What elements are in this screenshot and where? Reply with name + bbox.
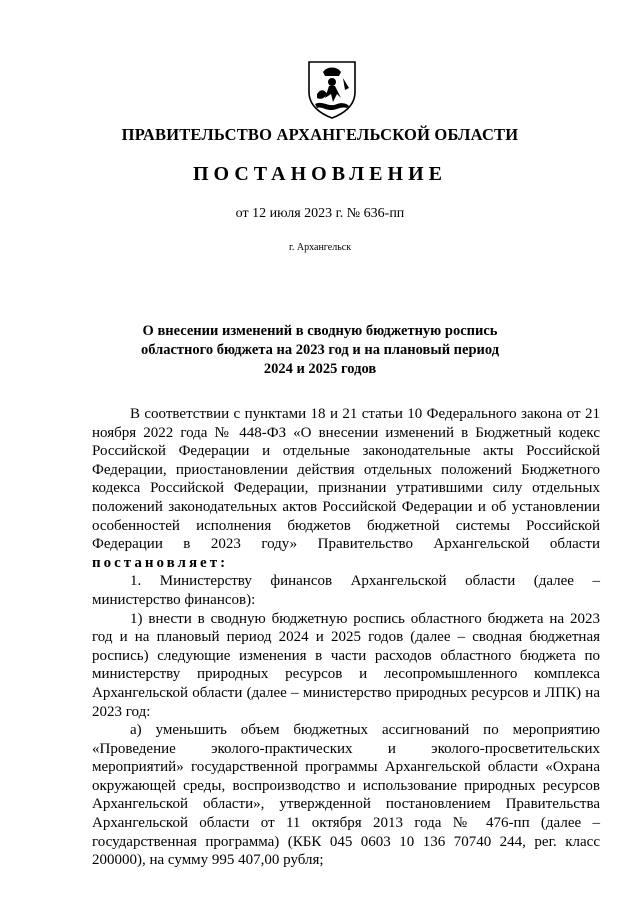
document-body xyxy=(92,405,600,870)
date-number: от 12 июля 2023 г. № 636-пп xyxy=(235,206,405,221)
resolves-word: постановляет: xyxy=(92,554,229,571)
item-1-1-paragraph: 1) внести в сводную бюджетную роспись областного бюджета на 2023 год и на плановый период 2024 и 2025 годов (далее – сводная бюджетная роспись) следующие изменения в части расходов областного бюджета по министерству природных ресурсов и лесопромышленного комплекса Архангельской области (далее – министерство природных ресурсов и ЛПК) на 2023 год: xyxy=(92,610,600,720)
government-name: ПРАВИТЕЛЬСТВО АРХАНГЕЛЬСКОЙ ОБЛАСТИ xyxy=(121,125,519,144)
document-type: ПОСТАНОВЛЕНИЕ xyxy=(193,163,447,185)
city: г. Архангельск xyxy=(288,242,352,253)
document-subject xyxy=(0,322,640,379)
subject-line-3: 2024 и 2025 годов xyxy=(263,361,377,377)
subject-line-2: областного бюджета на 2023 год и на плановый период xyxy=(140,342,500,358)
preamble-paragraph xyxy=(92,405,600,572)
coat-of-arms-icon xyxy=(303,58,361,120)
subject-line-1: О внесении изменений в сводную бюджетную роспись xyxy=(142,323,498,339)
preamble-text: В соответствии с пунктами 18 и 21 статьи 10 Федерального закона от 21 ноября 2022 года № 448-ФЗ «О внесении изменений в Бюджетный кодекс Российской Федерации и отдельные законодательные акты Российской Федерации, приостановлении действия отдельных положений Бюджетного кодекса Российской Федерации, признании утратившими силу отдельных положений законодательных актов Российской Федерации и об установлении особенностей исполнения бюджетов бюджетной системы Российской Федерации в 2023 году» Правительство Архангельской области xyxy=(92,406,600,553)
item-1-1-a-paragraph: а) уменьшить объем бюджетных ассигнований по мероприятию «Проведение эколого-практических и эколого-просветительских мероприятий» государственной программы Архангельской области «Охрана окружающей среды, воспроизводство и использование природных ресурсов Архангельской области», утвержденной постановлением Правительства Архангельской области от 11 октября 2013 года № 476-пп (далее – государственная программа) (КБК 045 0603 10 136 70740 244, рег. класс 200000), на сумму 995 407,00 рубля; xyxy=(92,722,600,869)
item-1-paragraph: 1. Министерству финансов Архангельской области (далее – министерство финансов): xyxy=(92,573,600,608)
